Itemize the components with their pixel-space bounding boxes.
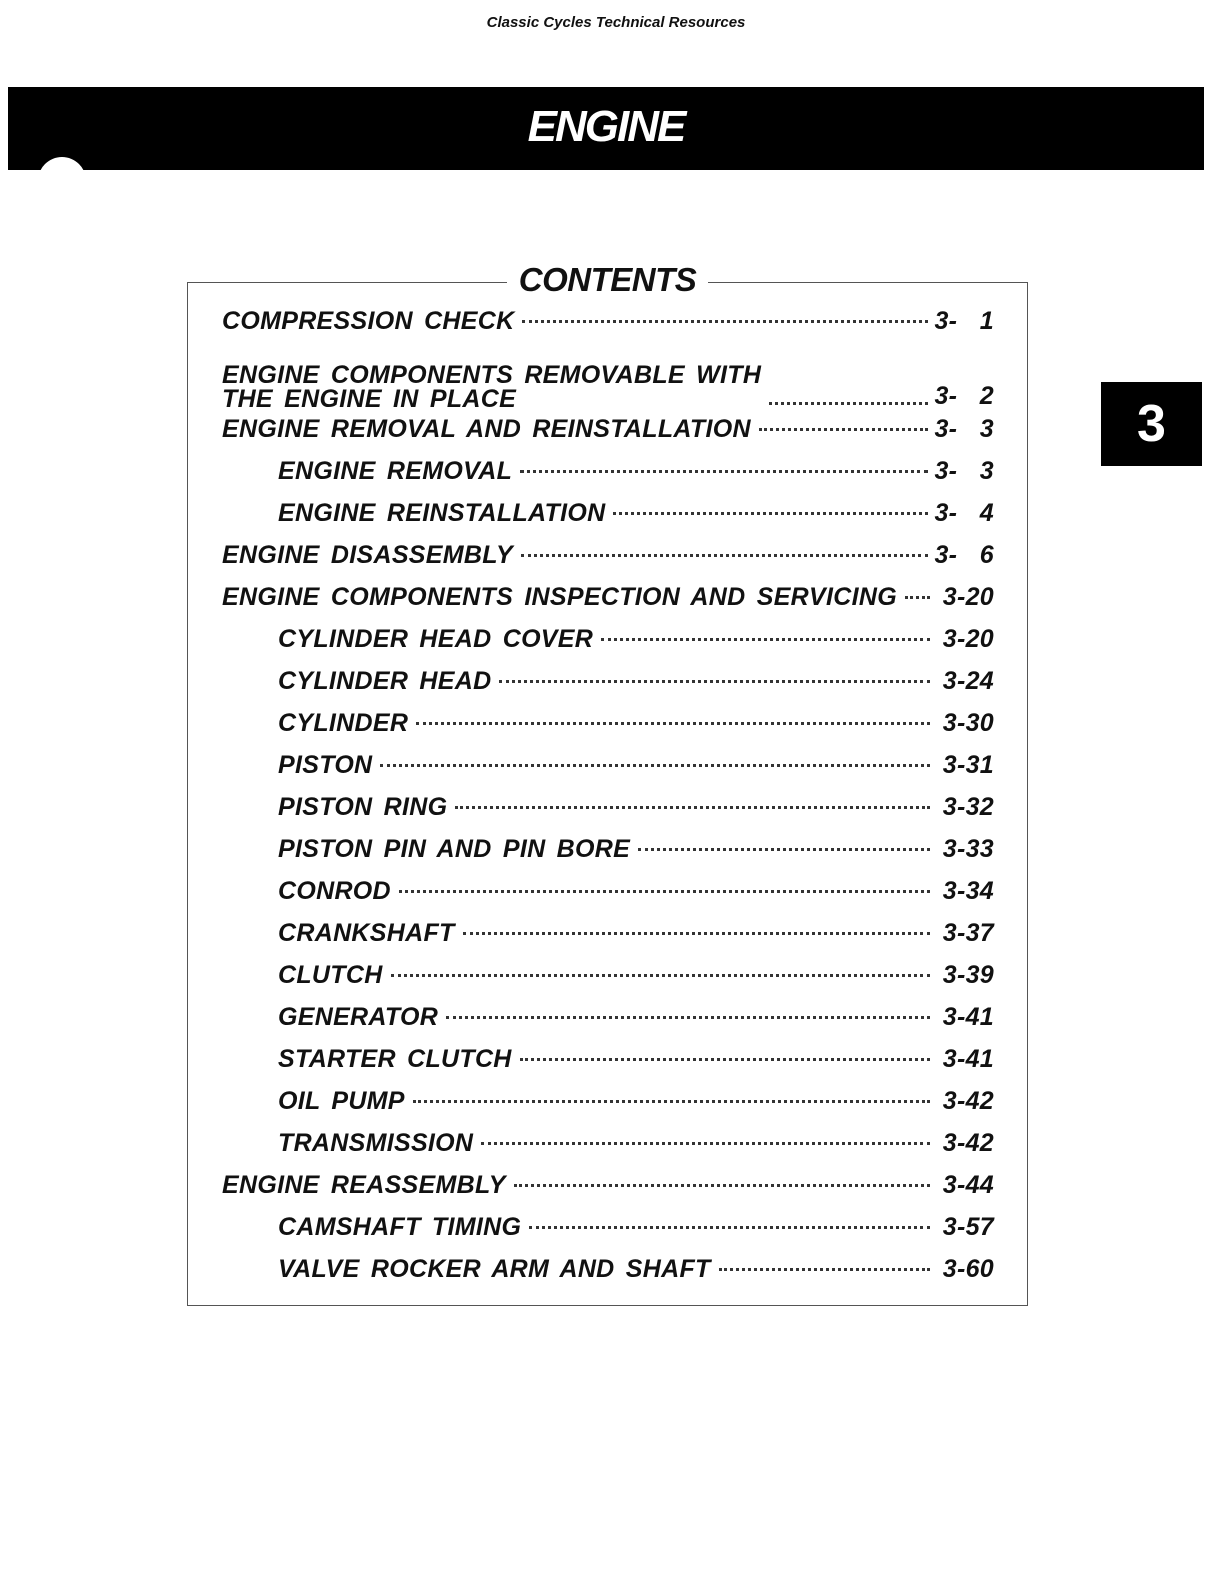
toc-entry-page: 3-20 [942, 625, 994, 653]
toc-leader-dots [481, 1142, 930, 1145]
toc-entry[interactable] [222, 583, 994, 625]
toc-leader-dots [601, 638, 930, 641]
toc-entry-page: 3-31 [942, 751, 994, 779]
toc-entry[interactable] [222, 307, 994, 349]
toc-leader-dots [514, 1184, 930, 1187]
toc-entry-page: 3-42 [942, 1087, 994, 1115]
toc-list [222, 307, 994, 1297]
toc-entry[interactable] [222, 349, 994, 415]
toc-leader-dots [520, 470, 928, 473]
chapter-number-tab: 3 [1101, 382, 1202, 466]
running-header: Classic Cycles Technical Resources [486, 14, 746, 31]
toc-entry-label: PISTON RING [278, 793, 448, 821]
chapter-banner [8, 87, 1204, 170]
toc-entry[interactable] [222, 709, 994, 751]
chapter-title: ENGINE [527, 102, 685, 151]
toc-entry[interactable] [222, 1255, 994, 1297]
toc-entry-page: 3-30 [942, 709, 994, 737]
toc-entry[interactable] [222, 1087, 994, 1129]
toc-entry[interactable] [222, 415, 994, 457]
toc-entry[interactable] [222, 457, 994, 499]
toc-entry-page: 3-44 [942, 1171, 994, 1199]
toc-entry-page: 3- 6 [934, 541, 994, 569]
toc-entry[interactable] [222, 1045, 994, 1087]
toc-entry[interactable] [222, 1003, 994, 1045]
toc-entry[interactable] [222, 793, 994, 835]
contents-box [187, 261, 1028, 1306]
toc-leader-dots [719, 1268, 930, 1271]
toc-entry-label: CAMSHAFT TIMING [278, 1213, 522, 1241]
toc-entry-page: 3-57 [942, 1213, 994, 1241]
contents-heading-text: CONTENTS [507, 261, 709, 298]
toc-entry[interactable] [222, 961, 994, 1003]
toc-entry[interactable] [222, 1213, 994, 1255]
toc-entry-label: ENGINE REMOVAL AND REINSTALLATION [222, 415, 751, 443]
toc-entry-page: 3- 2 [934, 382, 994, 410]
toc-entry[interactable] [222, 667, 994, 709]
toc-entry[interactable] [222, 835, 994, 877]
toc-entry-label: ENGINE DISASSEMBLY [222, 541, 513, 569]
toc-leader-dots [759, 428, 929, 431]
toc-entry-page: 3-41 [942, 1003, 994, 1031]
toc-entry[interactable] [222, 919, 994, 961]
toc-entry-label: STARTER CLUTCH [278, 1045, 512, 1073]
toc-entry-page: 3-39 [942, 961, 994, 989]
toc-entry[interactable] [222, 751, 994, 793]
toc-leader-dots [613, 512, 928, 515]
toc-entry-label: ENGINE REMOVAL [278, 457, 513, 485]
toc-leader-dots [520, 1058, 930, 1061]
toc-entry-page: 3-24 [942, 667, 994, 695]
toc-entry-label: CYLINDER [278, 709, 409, 737]
toc-entry-label: PISTON PIN AND PIN BORE [278, 835, 631, 863]
toc-entry-label: TRANSMISSION [278, 1129, 474, 1157]
toc-entry-label: ENGINE COMPONENTS REMOVABLE WITH THE ENGINE IN PLACE [222, 361, 762, 413]
toc-leader-dots [446, 1016, 930, 1019]
toc-entry[interactable] [222, 1171, 994, 1213]
toc-leader-dots [521, 554, 929, 557]
contents-heading [188, 261, 1027, 299]
toc-entry[interactable] [222, 877, 994, 919]
toc-leader-dots [769, 402, 928, 405]
toc-leader-dots [391, 974, 930, 977]
toc-entry-page: 3- 1 [934, 307, 994, 335]
toc-leader-dots [499, 680, 930, 683]
toc-leader-dots [380, 764, 930, 767]
toc-entry-page: 3- 4 [934, 499, 994, 527]
toc-entry-label: ENGINE REINSTALLATION [278, 499, 606, 527]
toc-leader-dots [638, 848, 930, 851]
toc-entry-label: CRANKSHAFT [278, 919, 455, 947]
toc-entry-label: ENGINE COMPONENTS INSPECTION AND SERVICING [222, 583, 897, 611]
toc-leader-dots [455, 806, 930, 809]
toc-leader-dots [522, 320, 928, 323]
toc-entry-label: CLUTCH [278, 961, 383, 989]
toc-entry-label: GENERATOR [278, 1003, 439, 1031]
toc-entry-label: CONROD [278, 877, 391, 905]
toc-entry[interactable] [222, 1129, 994, 1171]
toc-entry-page: 3-60 [942, 1255, 994, 1283]
toc-entry-label: VALVE ROCKER ARM AND SHAFT [278, 1255, 711, 1283]
toc-entry-page: 3-33 [942, 835, 994, 863]
toc-entry-label: OIL PUMP [278, 1087, 405, 1115]
toc-entry-label: CYLINDER HEAD [278, 667, 492, 695]
toc-entry-page: 3- 3 [934, 415, 994, 443]
toc-entry-page: 3- 3 [934, 457, 994, 485]
toc-leader-dots [413, 1100, 930, 1103]
toc-leader-dots [399, 890, 930, 893]
toc-entry-page: 3-20 [942, 583, 994, 611]
toc-entry-page: 3-37 [942, 919, 994, 947]
toc-entry[interactable] [222, 625, 994, 667]
toc-entry-page: 3-41 [942, 1045, 994, 1073]
toc-entry[interactable] [222, 499, 994, 541]
toc-entry-page: 3-32 [942, 793, 994, 821]
toc-leader-dots [529, 1226, 930, 1229]
toc-entry-label: CYLINDER HEAD COVER [278, 625, 594, 653]
toc-entry-page: 3-42 [942, 1129, 994, 1157]
toc-entry[interactable] [222, 541, 994, 583]
toc-entry-label: COMPRESSION CHECK [222, 307, 515, 335]
toc-entry-page: 3-34 [942, 877, 994, 905]
toc-leader-dots [463, 932, 930, 935]
toc-leader-dots [905, 596, 930, 599]
toc-entry-label: ENGINE REASSEMBLY [222, 1171, 506, 1199]
toc-leader-dots [416, 722, 930, 725]
toc-entry-label: PISTON [278, 751, 373, 779]
